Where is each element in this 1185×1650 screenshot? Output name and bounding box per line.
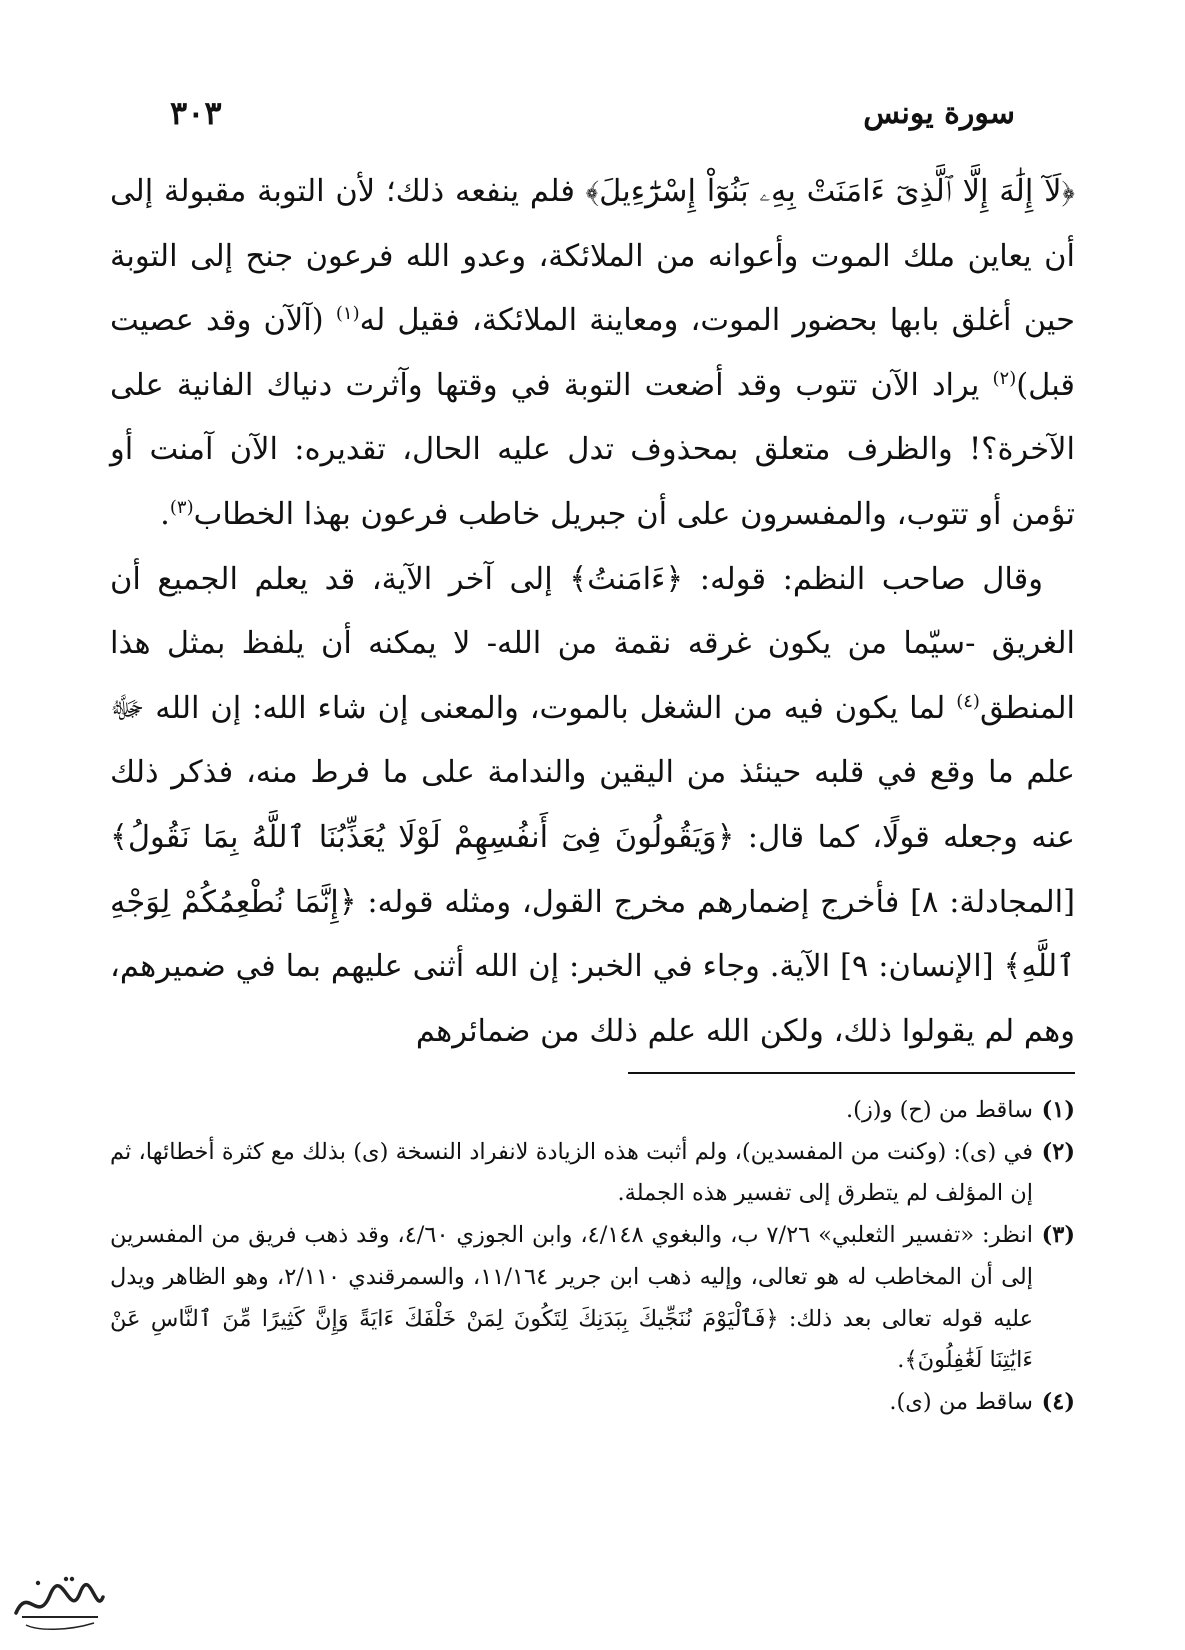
footnote-number: (٤): [1041, 1388, 1075, 1415]
p1-segment-a: ﴿لَآ إِلَٰهَ إِلَّا ٱلَّذِىٓ ءَامَنَتْ بِهِۦ بَنُوٓاْ إِسْرَٰٓءِيلَ﴾ فلم ينفعه ذلك؛ لأن التوبة مقبولة إلى أن يعاين ملك الموت وأعوانه من الملائكة، وعدو الله فرعون جنح إلى التوبة حين أغلق بابها بحضور الموت، ومعاينة الملائكة، فقيل له: [110, 174, 1075, 339]
page-number: ٣٠٣: [170, 94, 222, 132]
paragraph-1: [110, 160, 1075, 548]
running-header: [170, 88, 1015, 138]
footnote-text: ساقط من (ح) و(ز).: [846, 1097, 1033, 1123]
footnotes: [110, 1090, 1075, 1424]
footnote-text: انظر: «تفسير الثعلبي» ٧/٢٦ ب، والبغوي ٤/١٤٨، وابن الجوزي ٤/٦٠، وقد ذهب فريق من المفسرين إلى أن المخاطب له هو تعالى، وإليه ذهب ابن جرير ١١/١٦٤، والسمرقندي ٢/١١٠، وهو الظاهر ويدل عليه قوله تعالى بعد ذلك: ﴿فَٱلْيَوْمَ نُنَجِّيكَ بِبَدَنِكَ لِتَكُونَ لِمَنْ خَلْفَكَ ءَايَةً وَإِنَّ كَثِيرًا مِّنَ ٱلنَّاسِ عَنْ ءَايَٰتِنَا لَغَٰفِلُونَ﴾.: [110, 1222, 1033, 1374]
p1-segment-b: (آلآن وقد عصيت قبل): [110, 303, 1075, 403]
main-text: [110, 160, 1075, 1064]
footnote-number: (٢): [1041, 1138, 1075, 1165]
footnote-ref-2: (٢): [992, 367, 1017, 389]
p2-segment-a: وقال صاحب النظم: قوله: ﴿ءَامَنتُ﴾ إلى آخر الآية، قد يعلم الجميع أن الغريق -سيّما من يكون غرقه نقمة من الله- لا يمكنه أن يلفظ بمثل هذا المنطق: [110, 561, 1075, 726]
footnote-ref-1: (١): [335, 303, 360, 325]
footnote-ref-3: (٣): [169, 496, 194, 518]
footnote-number: (١): [1041, 1097, 1075, 1123]
footnote-1: [110, 1090, 1075, 1132]
surah-title: سورة يونس: [863, 95, 1015, 131]
footnote-text: في (ى): (وكنت من المفسدين)، ولم أثبت هذه الزيادة لانفراد النسخة (ى) بذلك مع كثرة أخطائها، ثم إن المؤلف لم يتطرق إلى تفسير هذه الجملة.: [110, 1138, 1033, 1207]
footnote-text: ساقط من (ى).: [889, 1388, 1033, 1415]
footnote-separator: [628, 1072, 1075, 1074]
p2-segment-b: لما يكون فيه من الشغل بالموت، والمعنى إن شاء الله: إن الله ﷻ علم ما وقع في قلبه حينئذ من اليقين والندامة على ما فرط منه، فذكر ذلك عنه وجعله قولًا، كما قال: ﴿وَيَقُولُونَ فِىٓ أَنفُسِهِمْ لَوْلَا يُعَذِّبُنَا ٱللَّهُ بِمَا نَقُولُ﴾ [المجادلة: ٨] فأخرج إضمارهم مخرج القول، ومثله قوله: ﴿إِنَّمَا نُطْعِمُكُمْ لِوَجْهِ ٱللَّهِ﴾ [الإنسان: ٩] الآية. وجاء في الخبر: إن الله أثنى عليهم بما في ضميرهم، وهم لم يقولوا ذلك، ولكن الله علم ذلك من ضمائرهم: [110, 690, 1076, 1049]
p1-segment-c: يراد الآن تتوب وقد أضعت التوبة في وقتها وآثرت دنياك الفانية على الآخرة؟! والظرف متعلق بمحذوف تدل عليه الحال، تقديره: الآن آمنت أو تؤمن أو تتوب، والمفسرون على أن جبريل خاطب فرعون بهذا الخطاب: [110, 367, 1075, 532]
footnote-2: [110, 1132, 1075, 1215]
paragraph-2: [110, 548, 1075, 1065]
footnote-4: [110, 1382, 1075, 1424]
footnote-number: (٣): [1041, 1222, 1075, 1249]
footnote-ref-4: (٤): [956, 690, 980, 712]
watermark-logo: [8, 1565, 108, 1635]
footnote-3: [110, 1215, 1075, 1382]
p1-segment-d: .: [160, 496, 170, 532]
